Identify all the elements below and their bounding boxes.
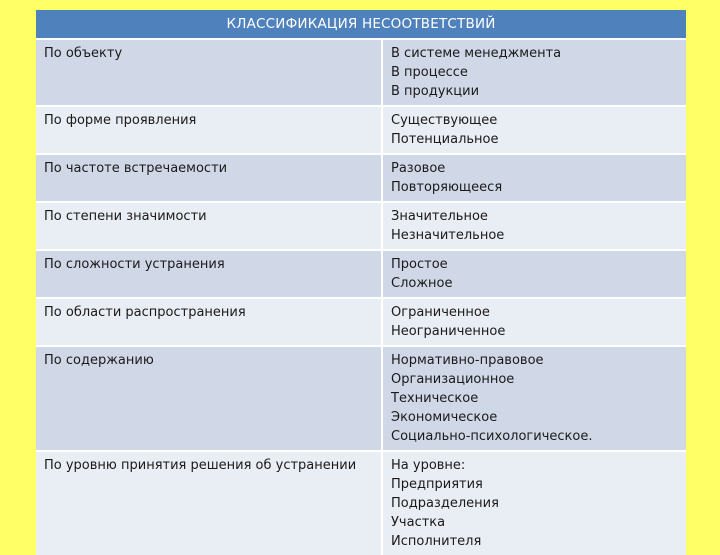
table-row bbox=[36, 106, 686, 154]
criterion-cell: По частоте встречаемости bbox=[36, 154, 382, 202]
table-row bbox=[36, 298, 686, 346]
criterion-cell: По объекту bbox=[36, 39, 382, 106]
value-item: В продукции bbox=[391, 84, 480, 99]
value-item: На уровне: bbox=[391, 458, 466, 473]
table-row bbox=[36, 154, 686, 202]
table-row bbox=[36, 202, 686, 250]
value-item: Подразделения bbox=[391, 496, 499, 511]
values-cell bbox=[382, 202, 686, 250]
value-item: Незначительное bbox=[391, 228, 505, 243]
criterion-cell: По содержанию bbox=[36, 346, 382, 451]
table-title: КЛАССИФИКАЦИЯ НЕСООТВЕТСТВИЙ bbox=[36, 10, 686, 39]
values-cell bbox=[382, 39, 686, 106]
value-item: Потенциальное bbox=[391, 132, 499, 147]
value-item: Организационное bbox=[391, 372, 515, 387]
classification-table bbox=[36, 10, 686, 555]
values-cell bbox=[382, 346, 686, 451]
criterion-cell: По сложности устранения bbox=[36, 250, 382, 298]
value-item: Неограниченное bbox=[391, 324, 506, 339]
values-cell bbox=[382, 154, 686, 202]
value-item: Техническое bbox=[391, 391, 479, 406]
values-cell bbox=[382, 298, 686, 346]
value-item: Ограниченное bbox=[391, 305, 490, 320]
value-item: Исполнителя bbox=[391, 534, 482, 549]
value-item: Экономическое bbox=[391, 410, 498, 425]
values-cell bbox=[382, 250, 686, 298]
value-item: Значительное bbox=[391, 209, 488, 224]
table-row bbox=[36, 451, 686, 555]
table-row bbox=[36, 250, 686, 298]
values-cell bbox=[382, 106, 686, 154]
table-row bbox=[36, 346, 686, 451]
value-item: Повторяющееся bbox=[391, 180, 503, 195]
value-item: Нормативно-правовое bbox=[391, 353, 544, 368]
value-item: Предприятия bbox=[391, 477, 483, 492]
value-item: Социально-психологическое. bbox=[391, 429, 593, 444]
table-row bbox=[36, 39, 686, 106]
criterion-cell: По степени значимости bbox=[36, 202, 382, 250]
value-item: Участка bbox=[391, 515, 446, 530]
value-item: В процессе bbox=[391, 65, 468, 80]
value-item: Сложное bbox=[391, 276, 453, 291]
table-header-row bbox=[36, 10, 686, 39]
classification-table-container bbox=[36, 10, 686, 549]
value-item: Разовое bbox=[391, 161, 446, 176]
table-body bbox=[36, 39, 686, 555]
value-item: В системе менеджмента bbox=[391, 46, 562, 61]
value-item: Простое bbox=[391, 257, 448, 272]
criterion-cell: По уровню принятия решения об устранении bbox=[36, 451, 382, 555]
values-cell bbox=[382, 451, 686, 555]
criterion-cell: По области распространения bbox=[36, 298, 382, 346]
value-item: Существующее bbox=[391, 113, 498, 128]
criterion-cell: По форме проявления bbox=[36, 106, 382, 154]
